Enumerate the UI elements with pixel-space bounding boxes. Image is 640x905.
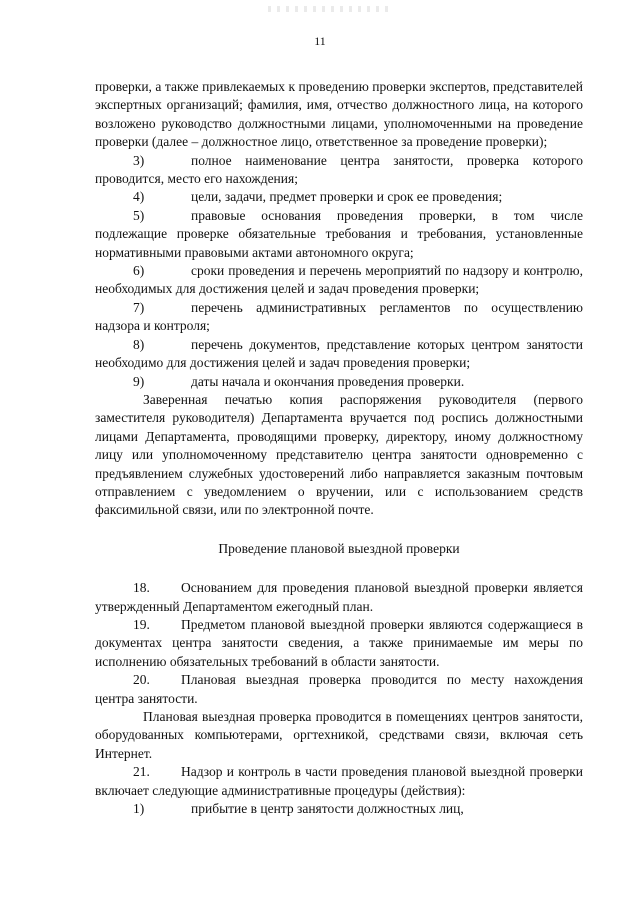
paragraph-21: 21. Надзор и контроль в части проведения плановой выездной проверки включает следующие административные процедуры (действия): bbox=[95, 764, 583, 798]
paragraph-continuation: проверки, а также привлекаемых к проведению проверки экспертов, представителей экспертных организаций; фамилия, имя, отчество должностного лица, на которого возложено руководство должностными лицами, уполномоченными на проведение проверки (далее – должностное лицо, ответственное за проведение проверки); bbox=[95, 79, 583, 150]
clause-number: 21. bbox=[133, 764, 150, 780]
list-item-6: 6) сроки проведения и перечень мероприятий по надзору и контролю, необходимых для достижения целей и задач проведения проверки; bbox=[95, 263, 583, 297]
list-item-1: 1) прибытие в центр занятости должностных лиц, bbox=[95, 800, 583, 818]
paragraph-18: 18. Основанием для проведения плановой выездной проверки является утвержденный Департаментом ежегодный план. bbox=[95, 580, 583, 614]
list-number: 9) bbox=[133, 373, 145, 389]
paragraph-copy-delivery: Заверенная печатью копия распоряжения руководителя (первого заместителя руководителя) Департамента вручается под роспись должностными лицами Департамента, проводящими проверку, директору, иному должностному лицу или уполномоченному представителю центра занятости одновременно с предъявлением служебных удостоверений либо направляется заказным почтовым отправлением с уведомлением о вручении, или с использованием средств факсимильной связи, или по электронной почте. bbox=[95, 391, 583, 518]
list-number: 6) bbox=[133, 263, 145, 279]
list-item-4: 4) цели, задачи, предмет проверки и срок ее проведения; bbox=[95, 188, 583, 206]
list-number: 1) bbox=[133, 801, 145, 817]
list-item-3: 3) полное наименование центра занятости, проверка которого проводится, место его нахождения; bbox=[95, 152, 583, 187]
list-item-5: 5) правовые основания проведения проверки, в том числе подлежащие проверке обязательные требования и требования, установленные нормативными правовыми актами автономного округа; bbox=[95, 207, 583, 260]
clause-number: 20. bbox=[133, 672, 150, 688]
clause-number: 19. bbox=[133, 616, 150, 632]
paragraph-20: 20. Плановая выездная проверка проводится по месту нахождения центра занятости. bbox=[95, 672, 583, 706]
paragraph-premises: Плановая выездная проверка проводится в помещениях центров занятости, оборудованных компьютерами, оргтехникой, средствами связи, включая сеть Интернет. bbox=[95, 709, 583, 761]
list-item-9: 9) даты начала и окончания проведения проверки. bbox=[95, 373, 583, 391]
scan-artifact bbox=[268, 6, 388, 12]
list-number: 7) bbox=[133, 299, 145, 315]
section-heading: Проведение плановой выездной проверки bbox=[218, 540, 460, 556]
page-number: 11 bbox=[314, 34, 326, 48]
list-number: 5) bbox=[133, 207, 145, 223]
document-body bbox=[95, 78, 583, 818]
paragraph-19: 19. Предметом плановой выездной проверки являются содержащиеся в документах центра занятости сведения, а также принимаемые им меры по исполнению обязательных требований в области занятости. bbox=[95, 616, 583, 669]
list-number: 3) bbox=[133, 152, 145, 168]
list-number: 4) bbox=[133, 189, 145, 205]
clause-number: 18. bbox=[133, 580, 150, 596]
list-number: 8) bbox=[133, 336, 145, 352]
list-item-7: 7) перечень административных регламентов по осуществлению надзора и контроля; bbox=[95, 299, 583, 334]
list-item-8: 8) перечень документов, представление которых центром занятости необходимо для достижения целей и задач проведения проверки; bbox=[95, 336, 583, 371]
